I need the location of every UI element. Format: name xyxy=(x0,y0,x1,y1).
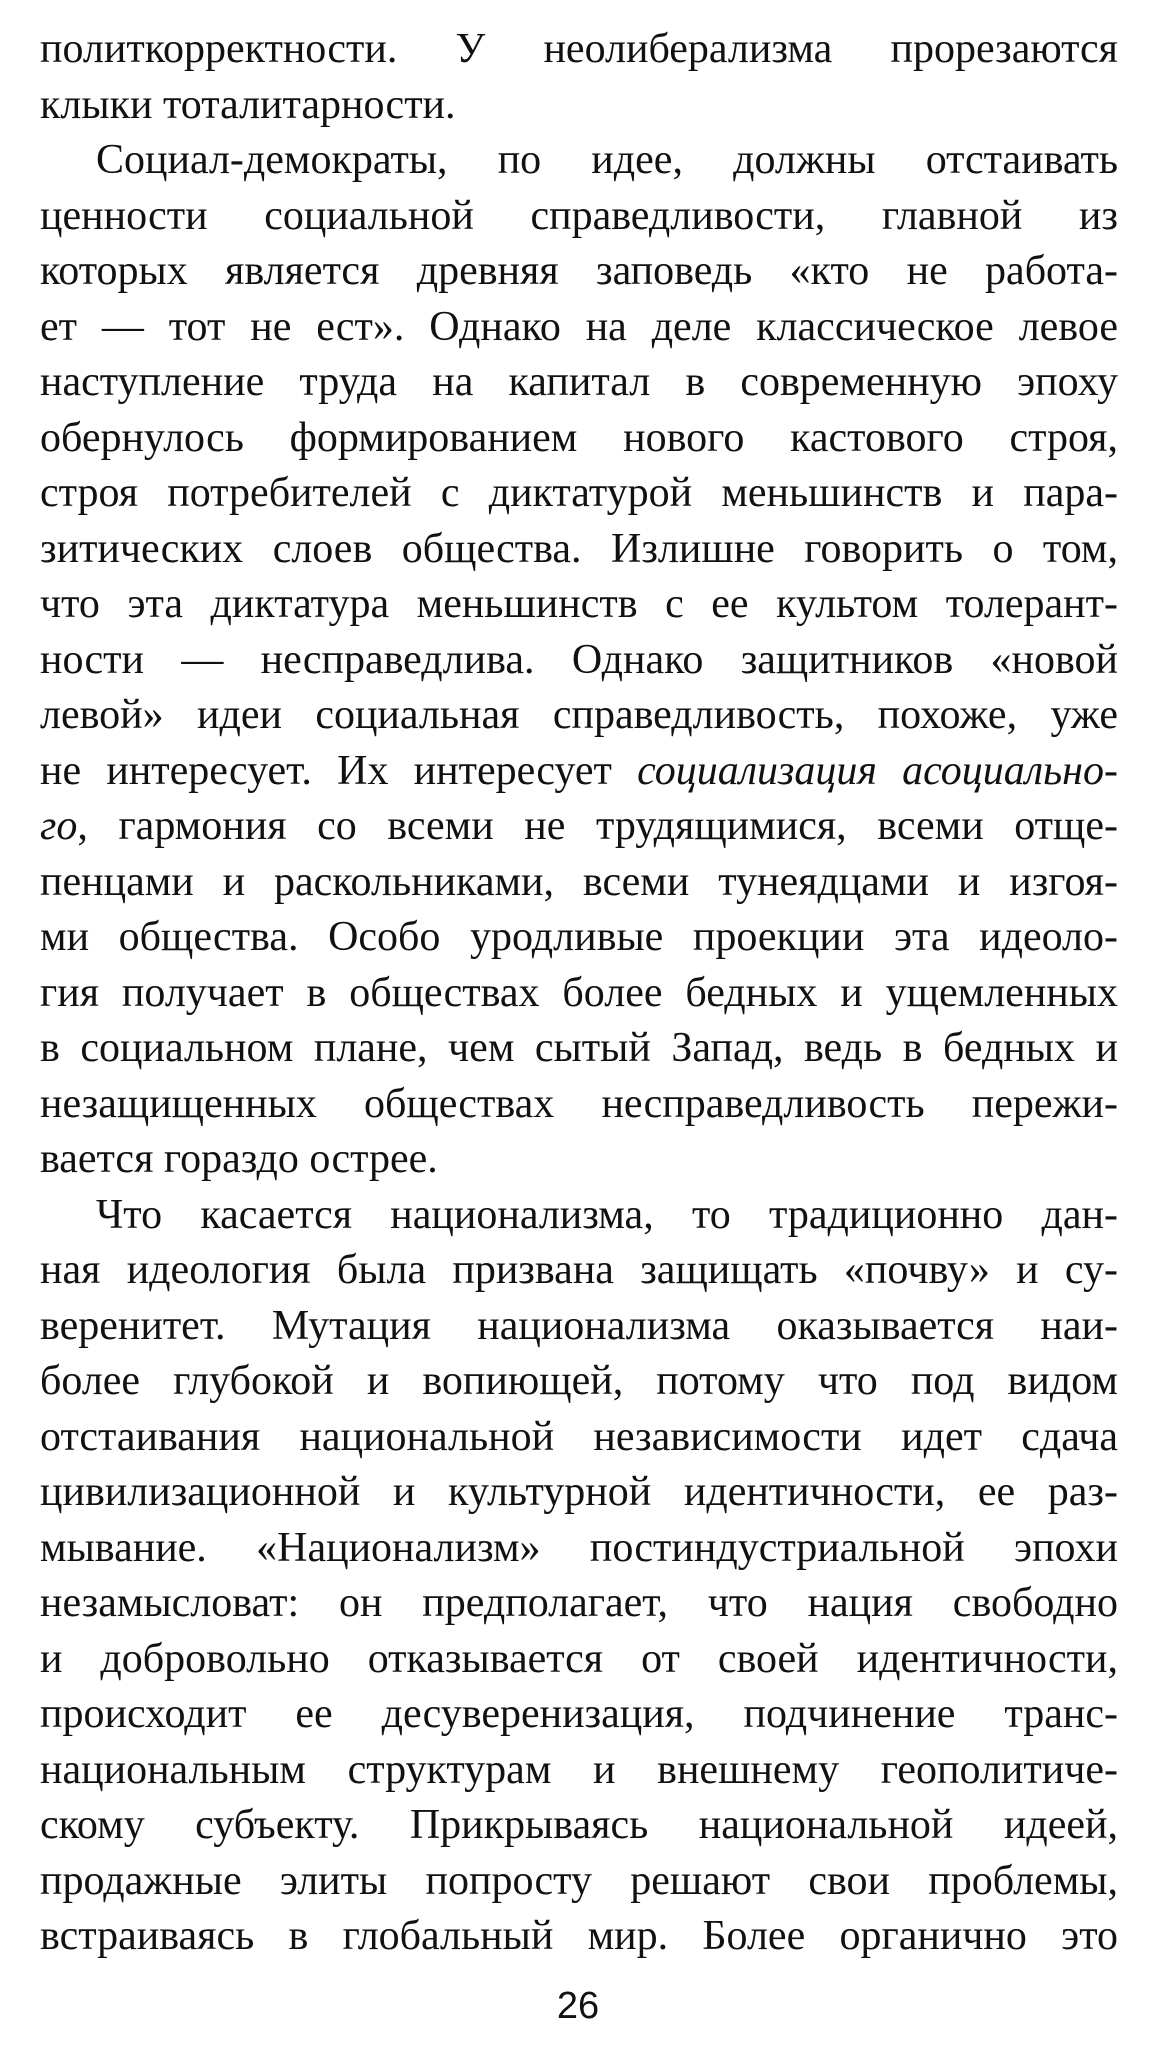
text-line: ценности социальной справедливости, главной из xyxy=(40,192,1118,239)
text-line: цивилизационной и культурной идентичности, ее раз- xyxy=(40,1469,1118,1515)
text-line: ная идеология была призвана защищать «почву» и су- xyxy=(40,1247,1118,1293)
text-line: что эта диктатура меньшинств с ее культом толерант- xyxy=(40,581,1118,627)
paragraph-2 xyxy=(40,133,1118,1188)
text-line: обернулось формированием нового кастового строя, xyxy=(40,414,1118,461)
text-line: отстаивания национальной независимости идет сдача xyxy=(40,1413,1118,1460)
text-line: которых является древняя заповедь «кто не работа- xyxy=(40,248,1118,294)
text-line: более глубокой и вопиющей, потому что под видом xyxy=(40,1358,1118,1404)
text-line: национальным структурам и внешнему геополитиче- xyxy=(40,1746,1118,1793)
text-line: мывание. «Национализм» постиндустриальной эпохи xyxy=(40,1524,1118,1571)
text-line: встраиваясь в глобальный мир. Более органично это xyxy=(40,1913,1118,1959)
text-line: пенцами и раскольниками, всеми тунеядцами и изгоя- xyxy=(40,858,1118,905)
text-line: ности — несправедлива. Однако защитников «новой xyxy=(40,636,1118,683)
text-line: незамысловат: он предполагает, что нация свободно xyxy=(40,1580,1118,1626)
text-line: политкорректности. У неолиберализма прорезаются xyxy=(40,26,1118,72)
paragraph-1 xyxy=(40,22,1118,133)
text-line: и добровольно отказывается от своей идентичности, xyxy=(40,1635,1118,1682)
text-line: происходит ее десуверенизация, подчинение транс- xyxy=(40,1691,1118,1737)
text-line: го, гармония со всеми не трудящимися, всеми отще- xyxy=(40,803,1118,849)
page-number: 26 xyxy=(556,1985,600,2027)
text-line: ми общества. Особо уродливые проекции эта идеоло- xyxy=(40,914,1118,960)
paragraph-3 xyxy=(40,1188,1118,1965)
text-line: веренитет. Мутация национализма оказывается наи- xyxy=(40,1302,1118,1349)
text-line: наступление труда на капитал в современную эпоху xyxy=(40,359,1118,405)
text-line: вается гораздо острее. xyxy=(40,1136,438,1182)
text-line: Социал-демократы, по идее, должны отстаивать xyxy=(96,137,1118,183)
text-line: не интересует. Их интересует социализация асоциально- xyxy=(40,747,1118,794)
text-line: строя потребителей с диктатурой меньшинств и пара- xyxy=(40,470,1118,516)
text-line: гия получает в обществах более бедных и ущемленных xyxy=(40,969,1118,1016)
text-line: продажные элиты попросту решают свои проблемы, xyxy=(40,1857,1118,1904)
text-line: Что касается национализма, то традиционно дан- xyxy=(96,1191,1118,1238)
text-line: скому субъекту. Прикрываясь национальной идеей, xyxy=(40,1802,1118,1848)
text-line: в социальном плане, чем сытый Запад, ведь в бедных и xyxy=(40,1025,1118,1071)
page-body xyxy=(40,22,1118,1965)
text-line: клыки тоталитарности. xyxy=(40,81,456,128)
text-line: зитических слоев общества. Излишне говорить о том, xyxy=(40,525,1118,572)
text-line: левой» идеи социальная справедливость, похоже, уже xyxy=(40,692,1118,738)
text-line: незащищенных обществах несправедливость пережи- xyxy=(40,1080,1118,1127)
text-line: ет — тот не ест». Однако на деле классическое левое xyxy=(40,303,1118,350)
